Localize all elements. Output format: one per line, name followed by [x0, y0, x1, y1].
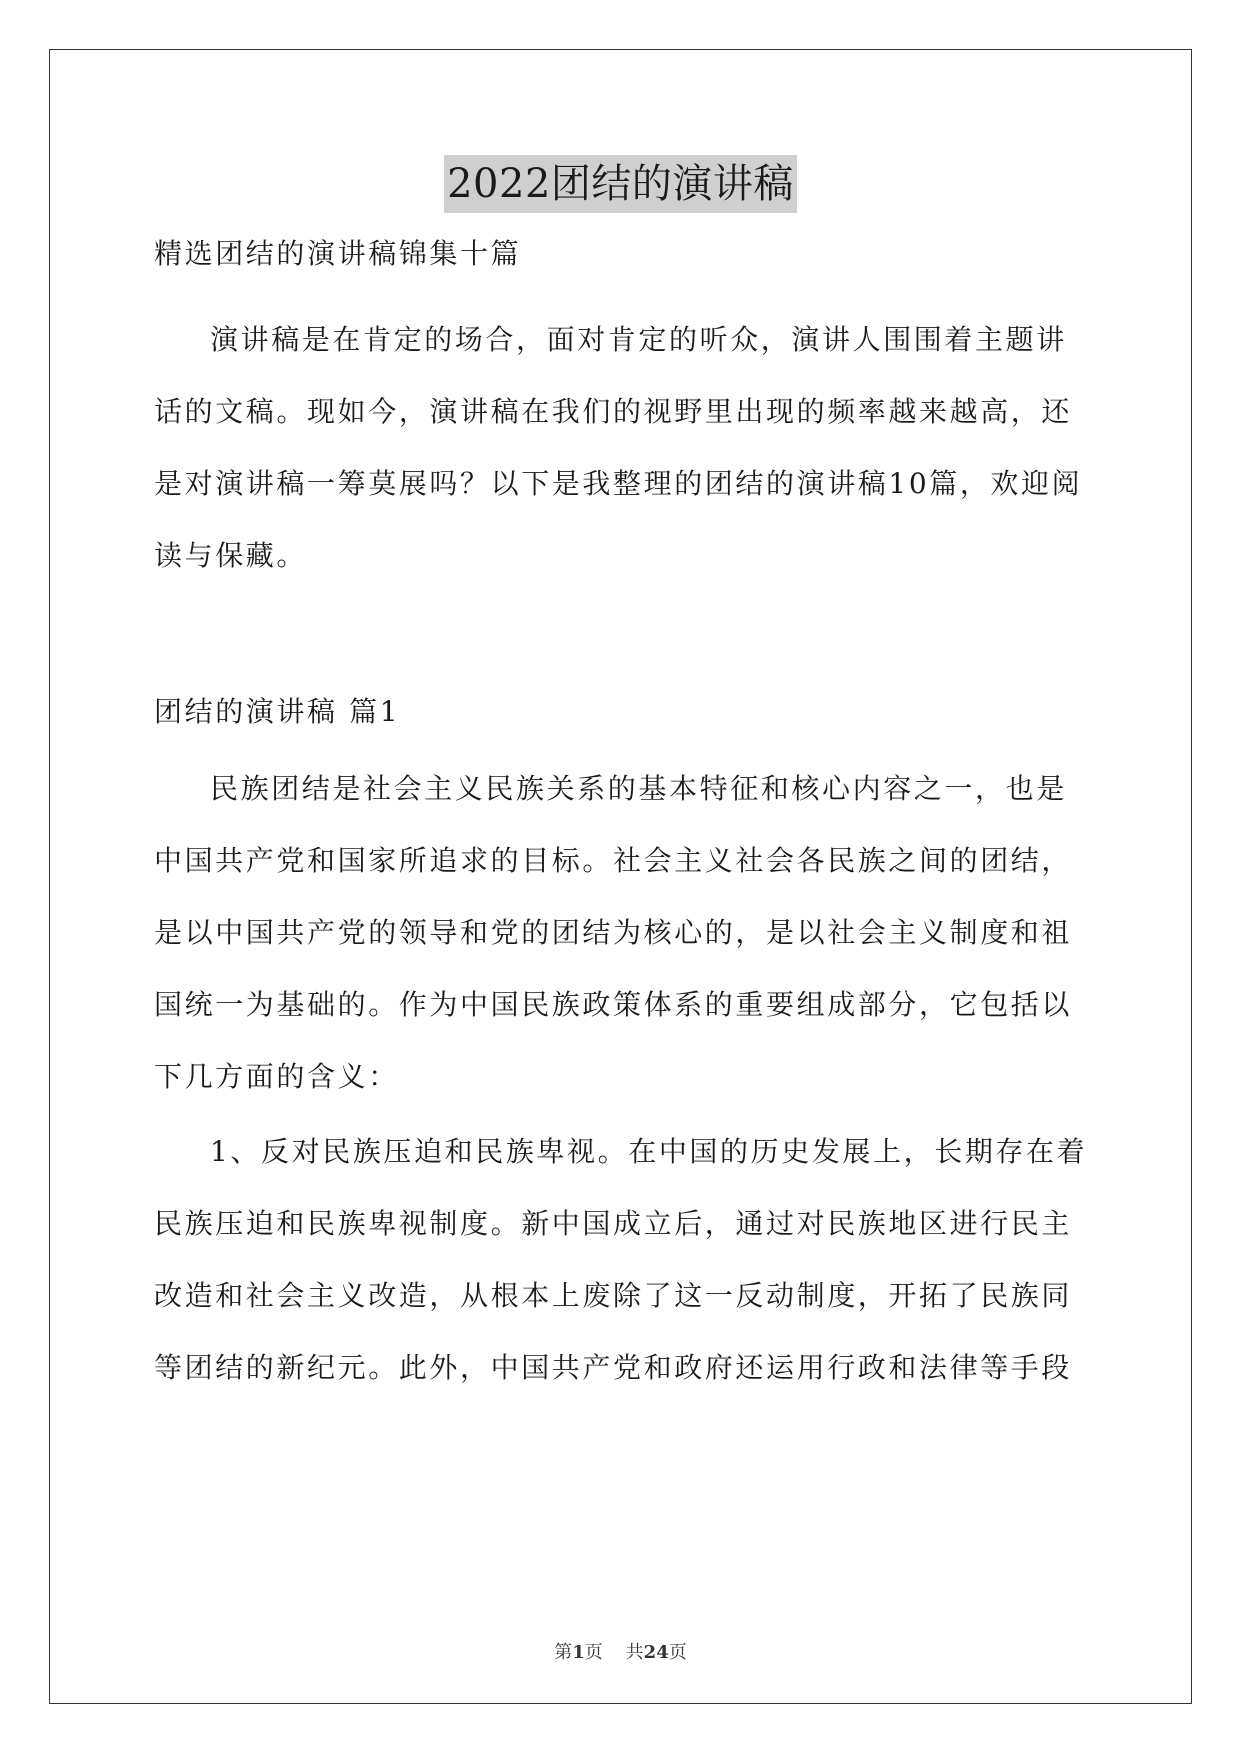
intro-line[interactable]: 读与保藏。 — [154, 539, 308, 572]
page-footer — [0, 1638, 1241, 1664]
paragraph-line[interactable]: 是以中国共产党的领导和党的团结为核心的，是以社会主义制度和祖 — [154, 916, 1073, 949]
paragraph-line[interactable]: 国统一为基础的。作为中国民族政策体系的重要组成部分，它包括以 — [154, 988, 1073, 1021]
paragraph-line[interactable]: 1、反对民族压迫和民族卑视。在中国的历史发展上，长期存在着 — [210, 1135, 1088, 1168]
footer-prefix: 第 — [554, 1642, 573, 1663]
intro-line[interactable]: 是对演讲稿一筹莫展吗？以下是我整理的团结的演讲稿10篇，欢迎阅 — [154, 467, 1083, 500]
paragraph-line[interactable]: 民族团结是社会主义民族关系的基本特征和核心内容之一，也是 — [210, 772, 1067, 805]
document-subtitle[interactable]: 精选团结的演讲稿锦集十篇 — [154, 237, 522, 270]
document-title[interactable]: 2022团结的演讲稿 — [444, 155, 797, 213]
footer-suffix: 页 — [668, 1642, 687, 1663]
intro-line[interactable]: 话的文稿。现如今，演讲稿在我们的视野里出现的频率越来越高，还 — [154, 395, 1073, 428]
paragraph-line[interactable]: 中国共产党和国家所追求的目标。社会主义社会各民族之间的团结， — [154, 844, 1073, 877]
paragraph-line[interactable]: 下几方面的含义： — [154, 1060, 399, 1093]
title-container — [0, 155, 1241, 213]
total-page-count: 24 — [643, 1642, 669, 1663]
current-page-number: 1 — [572, 1642, 585, 1663]
paragraph-line[interactable]: 民族压迫和民族卑视制度。新中国成立后，通过对民族地区进行民主 — [154, 1207, 1073, 1240]
footer-mid: 页 共 — [584, 1642, 644, 1663]
paragraph-line[interactable]: 等团结的新纪元。此外，中国共产党和政府还运用行政和法律等手段 — [154, 1351, 1073, 1384]
section-heading[interactable]: 团结的演讲稿 篇1 — [154, 695, 401, 728]
intro-line[interactable]: 演讲稿是在肯定的场合，面对肯定的听众，演讲人围围着主题讲 — [210, 323, 1067, 356]
paragraph-line[interactable]: 改造和社会主义改造，从根本上废除了这一反动制度，开拓了民族同 — [154, 1279, 1073, 1312]
